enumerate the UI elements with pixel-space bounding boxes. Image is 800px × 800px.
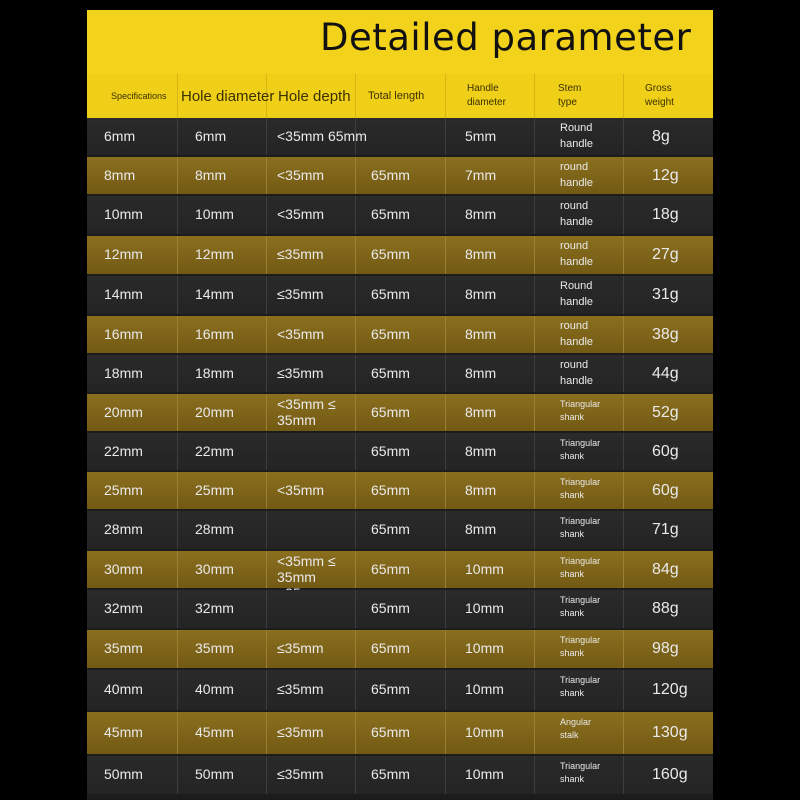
cell-specification: 25mm	[104, 482, 143, 498]
column-divider	[266, 236, 267, 274]
cell-hole-diameter: 25mm	[195, 482, 234, 498]
table-row	[87, 590, 713, 628]
cell-specification: 32mm	[104, 600, 143, 616]
header-handle-diameter-line1: Handle	[467, 83, 499, 94]
column-divider	[355, 551, 356, 588]
column-divider	[177, 157, 178, 194]
column-divider	[355, 590, 356, 628]
cell-total-length: 65mm	[371, 521, 410, 537]
column-divider	[177, 472, 178, 509]
column-divider	[266, 756, 267, 794]
cell-hole-diameter: 16mm	[195, 326, 234, 342]
cell-hole-depth: <35mm	[277, 206, 325, 222]
column-divider	[266, 551, 267, 588]
cell-handle-diameter: 8mm	[465, 365, 497, 381]
table-row	[87, 756, 713, 794]
cell-stem-type: round	[560, 359, 589, 371]
cell-stem-type-line2: handle	[560, 256, 594, 268]
cell-specification: 16mm	[104, 326, 143, 342]
header-divider	[623, 74, 624, 118]
cell-hole-depth: <35mm 65mm	[277, 128, 367, 144]
cell-handle-diameter: 8mm	[465, 443, 497, 459]
cell-handle-diameter: 8mm	[465, 482, 497, 498]
column-divider	[445, 276, 446, 314]
column-divider	[266, 276, 267, 314]
cell-hole-depth-line2: 35mm	[277, 569, 316, 585]
header-handle-diameter-line2: diameter	[467, 97, 506, 108]
cell-stem-type-line2: shank	[560, 688, 585, 698]
cell-handle-diameter: 5mm	[465, 128, 497, 144]
cell-stem-type: Triangular	[560, 761, 601, 771]
cell-total-length: 65mm	[371, 246, 410, 262]
cell-hole-depth: <35mm	[277, 167, 325, 183]
cell-handle-diameter: 8mm	[465, 404, 497, 420]
table-row	[87, 551, 713, 588]
column-divider	[534, 472, 535, 509]
column-divider	[445, 670, 446, 710]
header-hole-depth: Hole depth	[278, 87, 351, 105]
cell-handle-diameter: 10mm	[465, 640, 504, 656]
cell-hole-depth: ≤35mm	[277, 766, 324, 782]
cell-hole-diameter: 45mm	[195, 724, 234, 740]
cell-gross-weight: 84g	[652, 561, 679, 578]
cell-gross-weight: 120g	[652, 681, 688, 698]
cell-hole-depth: ≤35mm	[277, 286, 324, 302]
column-divider	[445, 316, 446, 353]
cell-gross-weight: 98g	[652, 640, 679, 657]
column-divider	[266, 157, 267, 194]
column-divider	[623, 236, 624, 274]
cell-gross-weight: 160g	[652, 766, 688, 783]
column-divider	[266, 511, 267, 549]
column-divider	[445, 196, 446, 234]
column-divider	[445, 712, 446, 754]
cell-hole-diameter: 8mm	[195, 167, 227, 183]
column-divider	[534, 316, 535, 353]
cell-handle-diameter: 10mm	[465, 766, 504, 782]
cell-specification: 10mm	[104, 206, 143, 222]
column-divider	[445, 118, 446, 155]
column-divider	[355, 756, 356, 794]
column-divider	[266, 670, 267, 710]
cell-total-length: 65mm	[371, 640, 410, 656]
cell-gross-weight: 18g	[652, 206, 679, 223]
cell-total-length: 65mm	[371, 681, 410, 697]
cell-hole-diameter: 18mm	[195, 365, 234, 381]
cell-specification: 22mm	[104, 443, 143, 459]
cell-gross-weight: 130g	[652, 724, 688, 741]
column-divider	[534, 196, 535, 234]
cell-stem-type: Triangular	[560, 477, 601, 487]
header-divider	[355, 74, 356, 118]
cell-stem-type: Triangular	[560, 595, 601, 605]
cell-stem-type-line2: shank	[560, 529, 585, 539]
column-divider	[355, 712, 356, 754]
column-divider	[177, 355, 178, 392]
column-divider	[623, 551, 624, 588]
column-divider	[623, 316, 624, 353]
column-divider	[623, 511, 624, 549]
column-divider	[355, 511, 356, 549]
cell-gross-weight: 8g	[652, 128, 670, 145]
cell-specification: 50mm	[104, 766, 143, 782]
column-divider	[534, 276, 535, 314]
cell-specification: 30mm	[104, 561, 143, 577]
cell-stem-type: Angular	[560, 717, 592, 727]
cell-stem-type: round	[560, 200, 589, 212]
column-divider	[355, 630, 356, 668]
header-gross-weight-line1: Gross	[645, 83, 672, 94]
cell-specification: 28mm	[104, 521, 143, 537]
cell-stem-type-line2: handle	[560, 177, 594, 189]
cell-gross-weight: 27g	[652, 246, 679, 263]
column-divider	[534, 590, 535, 628]
column-divider	[623, 394, 624, 431]
cell-hole-depth: ≤35mm	[277, 681, 324, 697]
cell-specification: 6mm	[104, 128, 136, 144]
table-row	[87, 196, 713, 234]
cell-specification: 35mm	[104, 640, 143, 656]
column-divider	[177, 511, 178, 549]
cell-stem-type: Triangular	[560, 438, 601, 448]
cell-stem-type-line2: handle	[560, 138, 594, 150]
column-divider	[177, 433, 178, 470]
cell-specification: 12mm	[104, 246, 143, 262]
cell-stem-type-line2: shank	[560, 774, 585, 784]
cell-hole-depth: <35mm	[277, 326, 325, 342]
cell-hole-depth: ≤35mm	[277, 640, 324, 656]
column-divider	[534, 630, 535, 668]
cell-total-length: 65mm	[371, 443, 410, 459]
cell-hole-depth: ≤35mm	[277, 365, 324, 381]
column-divider	[534, 433, 535, 470]
cell-hole-diameter: 22mm	[195, 443, 234, 459]
header-divider	[445, 74, 446, 118]
cell-stem-type-line2: shank	[560, 412, 585, 422]
column-divider	[623, 355, 624, 392]
cell-hole-depth: <35mm ≤	[277, 396, 336, 412]
column-divider	[177, 394, 178, 431]
header-divider	[534, 74, 535, 118]
cell-stem-type: Triangular	[560, 399, 601, 409]
cell-stem-type: Triangular	[560, 516, 601, 526]
column-divider	[355, 236, 356, 274]
column-divider	[355, 355, 356, 392]
column-divider	[534, 157, 535, 194]
table-row	[87, 670, 713, 710]
column-divider	[623, 157, 624, 194]
column-divider	[355, 157, 356, 194]
header-total-length: Total length	[368, 90, 425, 102]
cell-specification: 40mm	[104, 681, 143, 697]
column-divider	[534, 511, 535, 549]
column-divider	[445, 355, 446, 392]
column-divider	[445, 433, 446, 470]
cell-hole-depth: <35mm ≤	[277, 553, 336, 569]
cell-hole-diameter: 50mm	[195, 766, 234, 782]
column-divider	[177, 118, 178, 155]
cell-stem-type: Triangular	[560, 635, 601, 645]
column-divider	[534, 394, 535, 431]
column-divider	[177, 551, 178, 588]
column-divider	[623, 756, 624, 794]
table-row	[87, 236, 713, 274]
column-divider	[623, 712, 624, 754]
cell-hole-diameter: 40mm	[195, 681, 234, 697]
cell-hole-diameter: 30mm	[195, 561, 234, 577]
header-handle-diameter	[467, 74, 506, 118]
header-specifications: Specifications	[111, 91, 167, 101]
column-divider	[623, 670, 624, 710]
cell-handle-diameter: 8mm	[465, 521, 497, 537]
column-divider	[177, 590, 178, 628]
cell-stem-type-line2: shank	[560, 648, 585, 658]
column-divider	[266, 316, 267, 353]
column-divider	[266, 472, 267, 509]
cell-handle-diameter: 8mm	[465, 286, 497, 302]
cell-gross-weight: 44g	[652, 365, 679, 382]
column-divider	[623, 472, 624, 509]
cell-hole-depth: ≤35mm	[277, 724, 324, 740]
column-divider	[445, 511, 446, 549]
cell-stem-type: Round	[560, 280, 593, 292]
column-divider	[534, 118, 535, 155]
table-row	[87, 355, 713, 392]
cell-specification: 45mm	[104, 724, 143, 740]
column-divider	[177, 276, 178, 314]
cell-hole-depth-line2: 35mm	[277, 412, 316, 428]
cell-gross-weight: 12g	[652, 167, 679, 184]
column-divider	[266, 712, 267, 754]
table-row	[87, 630, 713, 668]
cell-hole-depth: ≤35mm	[277, 246, 324, 262]
cell-total-length: 65mm	[371, 561, 410, 577]
column-divider	[355, 276, 356, 314]
cell-handle-diameter: 10mm	[465, 561, 504, 577]
header-hole-diameter: Hole diameter	[181, 87, 275, 105]
cell-total-length: 65mm	[371, 206, 410, 222]
column-divider	[355, 433, 356, 470]
cell-stem-type-line2: handle	[560, 375, 594, 387]
column-divider	[534, 355, 535, 392]
column-divider	[445, 394, 446, 431]
header-stem-type-line2: type	[558, 97, 577, 108]
table-row	[87, 394, 713, 431]
column-divider	[445, 756, 446, 794]
cell-gross-weight: 60g	[652, 443, 679, 460]
table-row	[87, 712, 713, 754]
column-divider	[355, 316, 356, 353]
cell-gross-weight: 71g	[652, 521, 679, 538]
page-title: Detailed parameter	[320, 16, 692, 59]
column-divider	[623, 276, 624, 314]
column-divider	[355, 472, 356, 509]
column-divider	[266, 590, 267, 628]
cell-total-length: 65mm	[371, 365, 410, 381]
cell-total-length: 65mm	[371, 404, 410, 420]
cell-stem-type: Round	[560, 122, 593, 134]
column-divider	[445, 236, 446, 274]
cell-stem-type: Triangular	[560, 556, 601, 566]
table-row	[87, 316, 713, 353]
header-stem-type-line1: Stem	[558, 83, 582, 94]
column-divider	[177, 630, 178, 668]
cell-stem-type-line2: shank	[560, 608, 585, 618]
cell-handle-diameter: 7mm	[465, 167, 497, 183]
cell-total-length: 65mm	[371, 167, 410, 183]
cell-stem-type: round	[560, 161, 589, 173]
cell-gross-weight: 31g	[652, 286, 679, 303]
cell-gross-weight: 60g	[652, 482, 679, 499]
column-divider	[355, 394, 356, 431]
cell-hole-diameter: 10mm	[195, 206, 234, 222]
table-row	[87, 276, 713, 314]
cell-stem-type-line2: shank	[560, 451, 585, 461]
column-divider	[534, 712, 535, 754]
column-divider	[266, 118, 267, 155]
cell-hole-depth: <35mm	[277, 482, 325, 498]
column-divider	[177, 316, 178, 353]
column-divider	[623, 118, 624, 155]
cell-handle-diameter: 8mm	[465, 206, 497, 222]
cell-stem-type-line2: shank	[560, 490, 585, 500]
column-divider	[623, 630, 624, 668]
cell-hole-diameter: 14mm	[195, 286, 234, 302]
table-row	[87, 433, 713, 470]
cell-handle-diameter: 10mm	[465, 724, 504, 740]
header-gross-weight	[645, 74, 674, 118]
column-divider	[177, 670, 178, 710]
column-divider	[623, 433, 624, 470]
cell-total-length: 65mm	[371, 724, 410, 740]
cell-gross-weight: 88g	[652, 600, 679, 617]
cell-total-length: 65mm	[371, 766, 410, 782]
cell-stem-type: round	[560, 240, 589, 252]
cell-specification: 20mm	[104, 404, 143, 420]
column-divider	[177, 236, 178, 274]
column-divider	[623, 196, 624, 234]
cell-stem-type-line2: handle	[560, 336, 594, 348]
cell-handle-diameter: 8mm	[465, 326, 497, 342]
cell-stem-type: Triangular	[560, 675, 601, 685]
column-divider	[445, 551, 446, 588]
header-gross-weight-line2: weight	[645, 97, 674, 108]
column-divider	[445, 590, 446, 628]
cell-handle-diameter: 10mm	[465, 600, 504, 616]
column-divider	[534, 236, 535, 274]
column-divider	[177, 712, 178, 754]
column-divider	[534, 670, 535, 710]
table-row	[87, 472, 713, 509]
cell-total-length: 65mm	[371, 482, 410, 498]
column-divider	[266, 355, 267, 392]
cell-handle-diameter: 10mm	[465, 681, 504, 697]
cell-stem-type-line2: handle	[560, 216, 594, 228]
table-row	[87, 157, 713, 194]
column-divider	[445, 472, 446, 509]
cell-total-length: 65mm	[371, 600, 410, 616]
column-divider	[177, 196, 178, 234]
cell-stem-type-line2: handle	[560, 296, 594, 308]
column-divider	[266, 630, 267, 668]
cell-gross-weight: 38g	[652, 326, 679, 343]
cell-stem-type-line2: stalk	[560, 730, 579, 740]
cell-gross-weight: 52g	[652, 404, 679, 421]
cell-specification: 18mm	[104, 365, 143, 381]
column-divider	[534, 551, 535, 588]
cell-hole-diameter: 20mm	[195, 404, 234, 420]
header-stem-type	[558, 74, 581, 118]
cell-total-length: 65mm	[371, 326, 410, 342]
column-divider	[266, 196, 267, 234]
column-divider	[266, 433, 267, 470]
cell-hole-diameter: 12mm	[195, 246, 234, 262]
column-divider	[623, 590, 624, 628]
cell-hole-diameter: 32mm	[195, 600, 234, 616]
cell-handle-diameter: 8mm	[465, 246, 497, 262]
cell-specification: 14mm	[104, 286, 143, 302]
column-divider	[445, 157, 446, 194]
column-divider	[177, 756, 178, 794]
column-divider	[355, 196, 356, 234]
column-divider	[445, 630, 446, 668]
column-divider	[355, 670, 356, 710]
table-row	[87, 511, 713, 549]
column-divider	[266, 394, 267, 431]
cell-hole-diameter: 35mm	[195, 640, 234, 656]
cell-hole-diameter: 6mm	[195, 128, 227, 144]
cell-stem-type: round	[560, 320, 589, 332]
cell-hole-diameter: 28mm	[195, 521, 234, 537]
cell-specification: 8mm	[104, 167, 136, 183]
cell-stem-type-line2: shank	[560, 569, 585, 579]
cell-total-length: 65mm	[371, 286, 410, 302]
table-row	[87, 118, 713, 155]
column-divider	[534, 756, 535, 794]
header-divider	[177, 74, 178, 118]
